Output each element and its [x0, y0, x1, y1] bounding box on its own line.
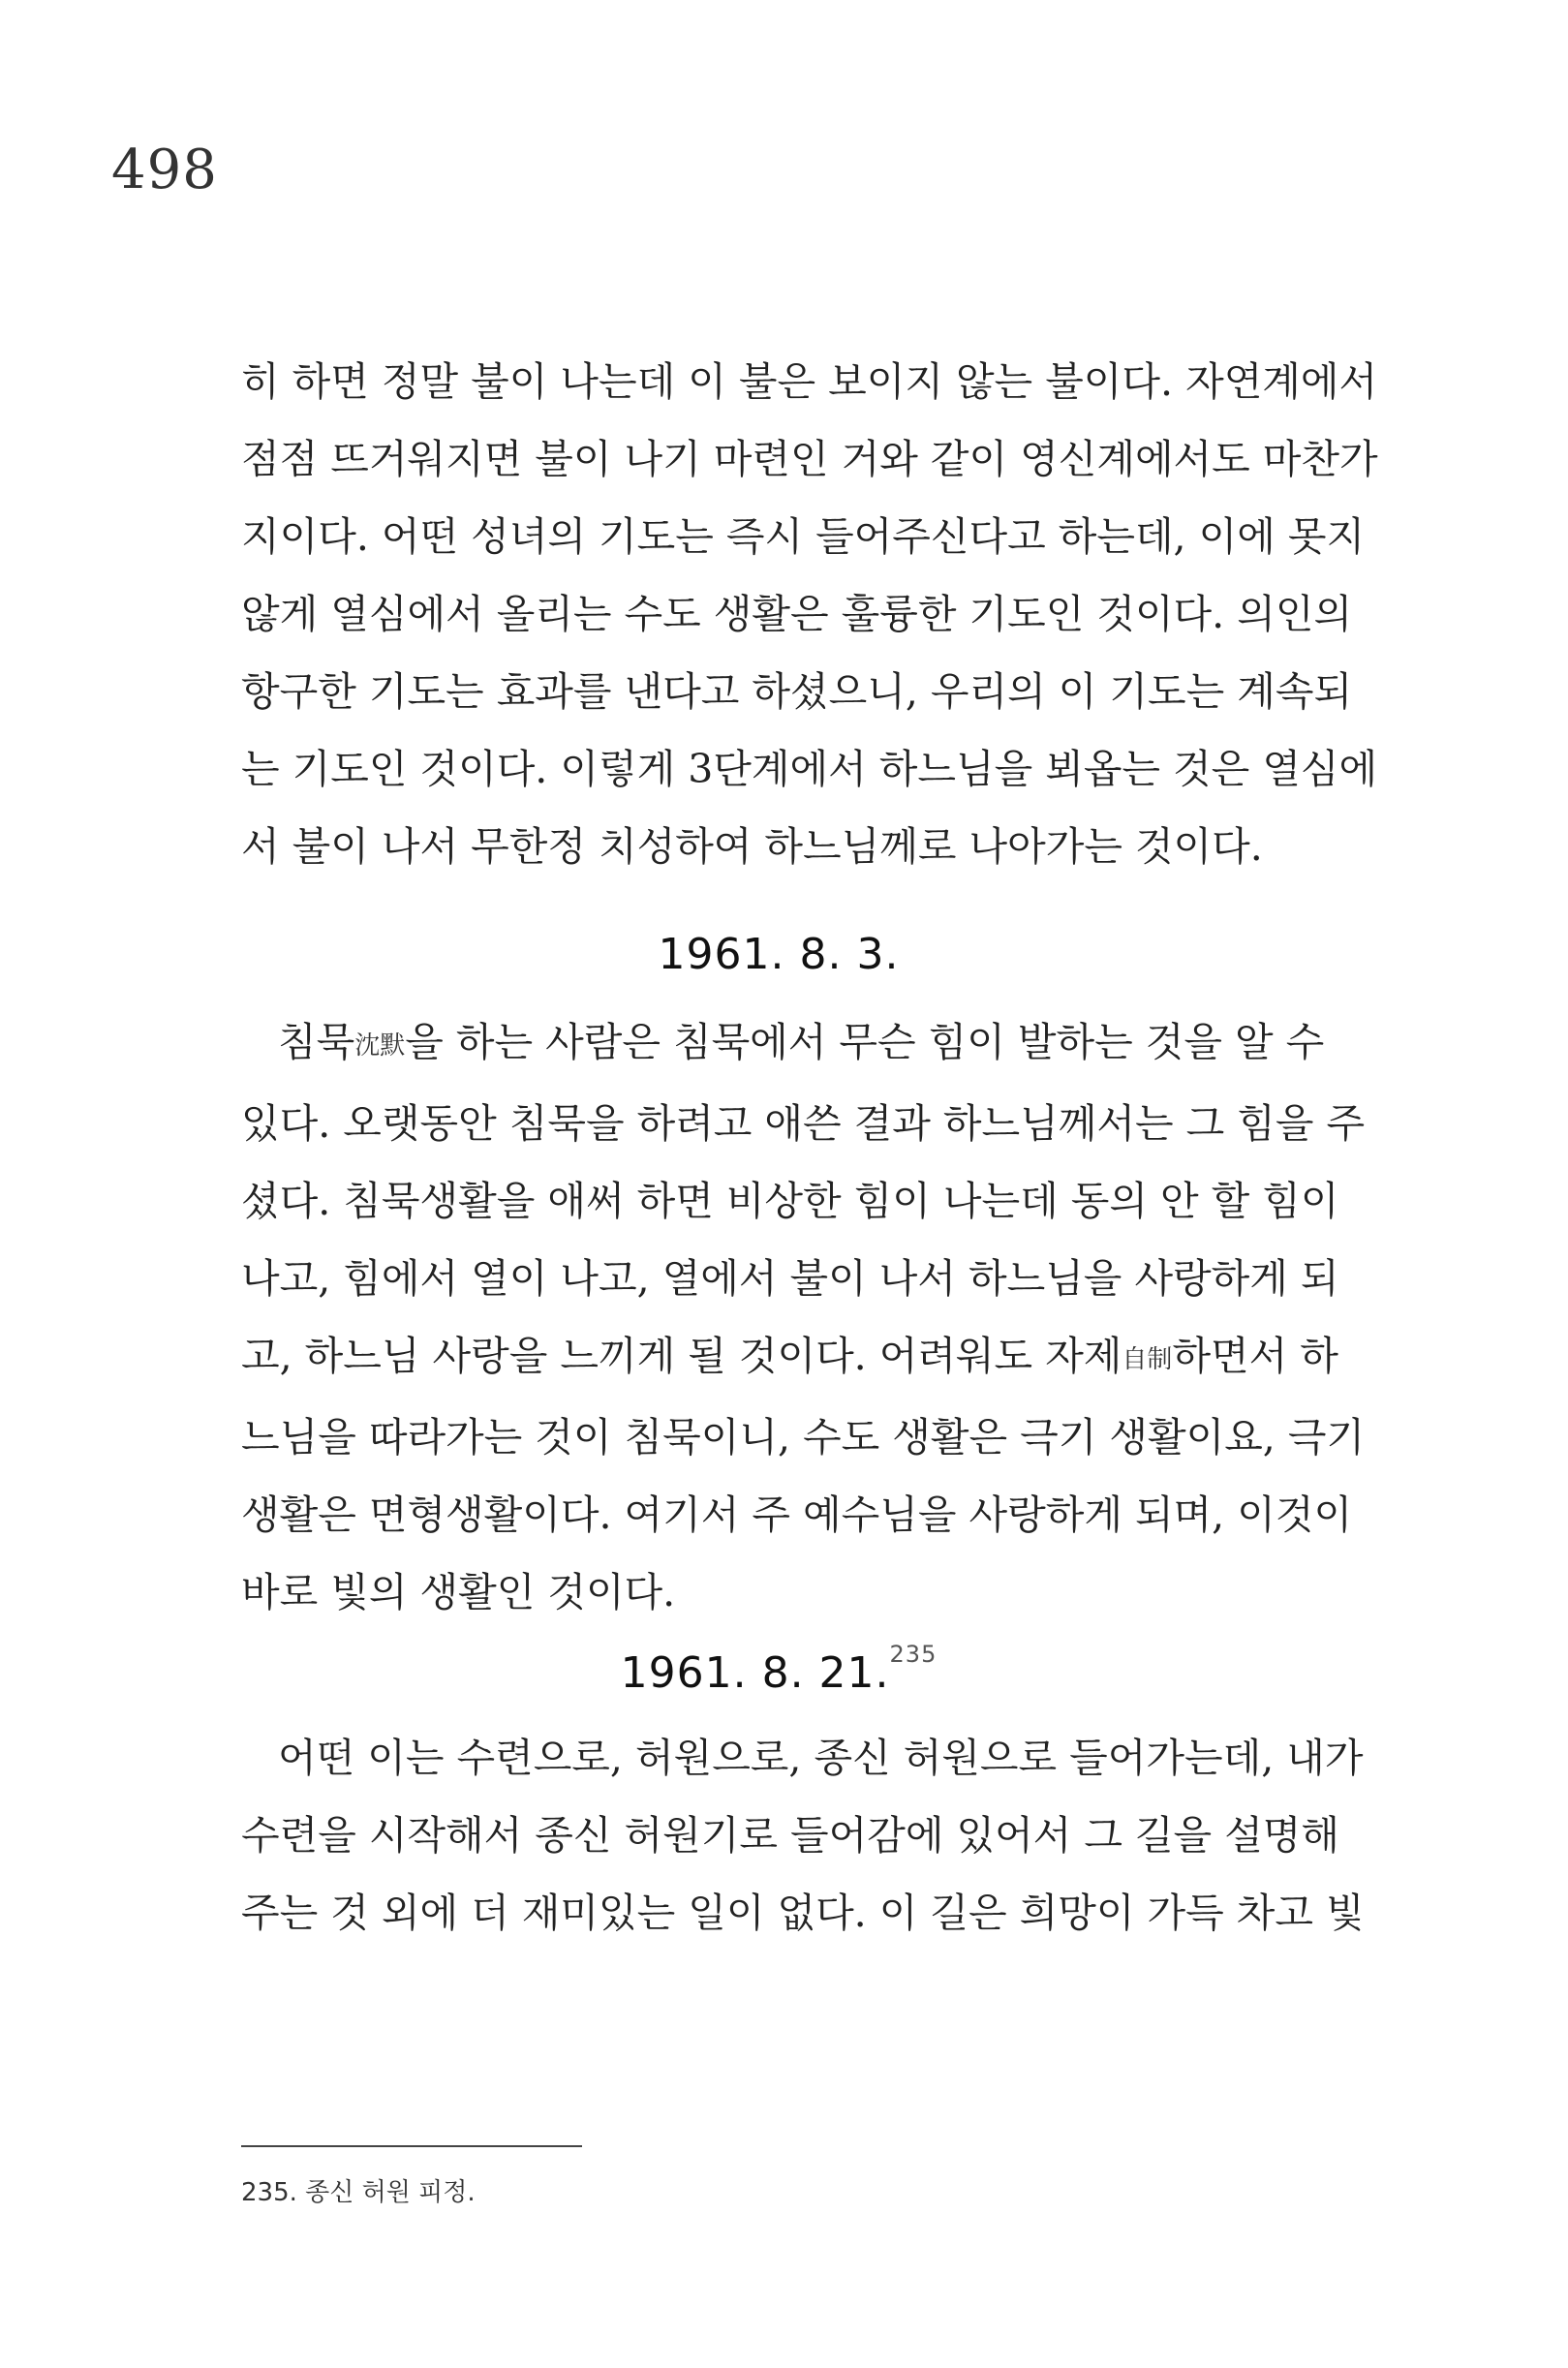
- paragraph-novitiate: [241, 1719, 1365, 1952]
- text-line: 셨다. 침묵생활을 애써 하면 비상한 힘이 나는데 동의 안 할 힘이: [241, 1178, 1339, 1224]
- text-fragment: 하면서 하: [1172, 1333, 1338, 1379]
- text-line: 느님을 따라가는 것이 침묵이니, 수도 생활은 극기 생활이요, 극기: [241, 1414, 1366, 1461]
- footnote-text: 235. 종신 허원 피정.: [241, 2178, 476, 2207]
- text-line: 지이다. 어떤 성녀의 기도는 즉시 들어주신다고 하는데, 이에 못지: [241, 513, 1366, 560]
- text-line: [241, 1317, 1338, 1399]
- text-fragment: 을 하는 사람은 침묵에서 무슨 힘이 발하는 것을 알 수: [405, 1019, 1325, 1065]
- text-line: 서 불이 나서 무한정 치성하여 하느님께로 나아가는 것이다.: [241, 823, 1263, 870]
- footnote-reference: 235: [889, 1641, 938, 1669]
- hanja-annotation: 自制: [1122, 1345, 1173, 1374]
- text-line: 수련을 시작해서 종신 허원기로 들어감에 있어서 그 길을 설명해: [241, 1812, 1340, 1859]
- entry-date-heading: [241, 1641, 1316, 1701]
- text-line: 어떤 이는 수련으로, 허원으로, 종신 허원으로 들어가는데, 내가: [278, 1735, 1364, 1781]
- text-fragment: 고, 하느님 사랑을 느끼게 될 것이다. 어려워도 자제: [241, 1333, 1122, 1379]
- text-line: 주는 것 외에 더 재미있는 일이 없다. 이 길은 희망이 가득 차고 빛: [241, 1890, 1365, 1936]
- text-line: 는 기도인 것이다. 이렇게 3단계에서 하느님을 뵈옵는 것은 열심에: [241, 746, 1378, 792]
- paragraph-silence: [241, 1003, 1366, 1631]
- text-line: 점점 뜨거워지면 불이 나기 마련인 거와 같이 영신계에서도 마찬가: [241, 436, 1378, 482]
- heading-date: 1961. 8. 21.: [620, 1648, 890, 1698]
- footnote-divider: [241, 2145, 582, 2147]
- text-line: 항구한 기도는 효과를 낸다고 하셨으니, 우리의 이 기도는 계속되: [241, 668, 1353, 715]
- text-line: [241, 1003, 1325, 1085]
- text-line: 바로 빛의 생활인 것이다.: [241, 1569, 676, 1615]
- entry-date-heading: 1961. 8. 3.: [658, 930, 900, 979]
- page-number: 498: [111, 138, 218, 201]
- hanja-annotation: 沈默: [354, 1031, 406, 1061]
- text-line: 히 하면 정말 불이 나는데 이 불은 보이지 않는 불이다. 자연계에서: [241, 358, 1378, 405]
- text-line: 생활은 면형생활이다. 여기서 주 예수님을 사랑하게 되며, 이것이: [241, 1492, 1353, 1538]
- text-line: 않게 열심에서 올리는 수도 생활은 훌륭한 기도인 것이다. 의인의: [241, 591, 1353, 637]
- text-fragment: 침묵: [278, 1019, 355, 1065]
- paragraph-continuation: [241, 343, 1378, 885]
- text-line: 나고, 힘에서 열이 나고, 열에서 불이 나서 하느님을 사랑하게 되: [241, 1255, 1339, 1302]
- text-line: 있다. 오랫동안 침묵을 하려고 애쓴 결과 하느님께서는 그 힘을 주: [241, 1100, 1366, 1147]
